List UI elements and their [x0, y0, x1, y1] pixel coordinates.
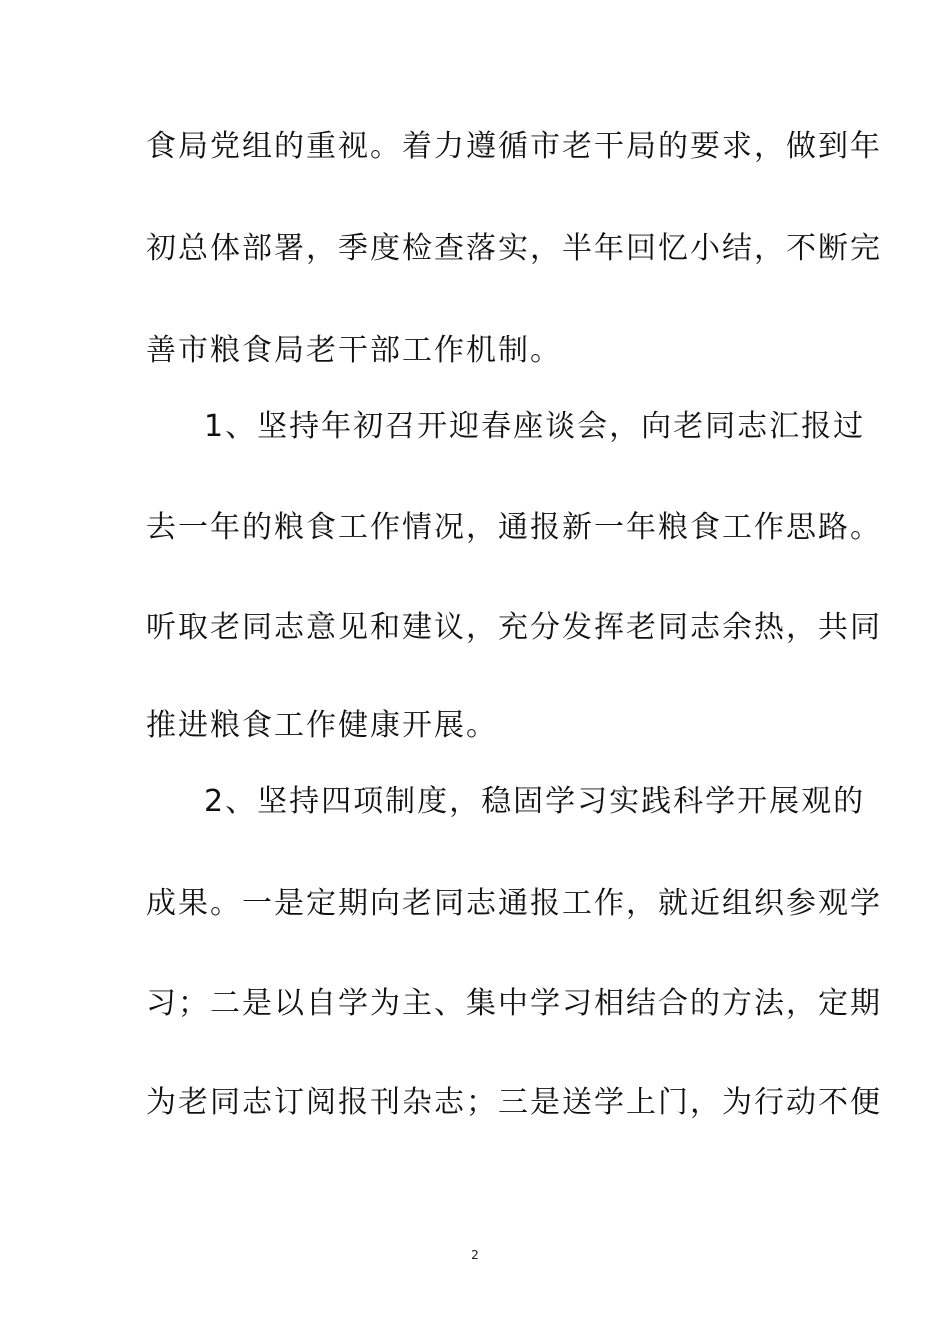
paragraph-2-first-line: 2、坚持四项制度，稳固学习实践科学开展观的: [204, 784, 866, 819]
body-text-line: 初总体部署，季度检查落实，半年回忆小结，不断完: [146, 231, 882, 266]
body-text-line: 习；二是以自学为主、集中学习相结合的方法，定期: [146, 986, 882, 1021]
body-text-line: 听取老同志意见和建议，充分发挥老同志余热，共同: [146, 610, 882, 645]
body-text-line: 为老同志订阅报刊杂志；三是送学上门，为行动不便: [146, 1085, 882, 1120]
body-text-line: 食局党组的重视。着力遵循市老干局的要求，做到年: [146, 129, 882, 164]
body-text-line: 成果。一是定期向老同志通报工作，就近组织参观学: [146, 886, 882, 921]
page-number: 2: [471, 1248, 479, 1262]
paragraph-1-first-line: 1、坚持年初召开迎春座谈会，向老同志汇报过: [204, 409, 866, 444]
body-text-line: 推进粮食工作健康开展。: [146, 708, 498, 743]
body-text-line: 善市粮食局老干部工作机制。: [146, 333, 562, 368]
body-text-line: 去一年的粮食工作情况，通报新一年粮食工作思路。: [146, 510, 882, 545]
